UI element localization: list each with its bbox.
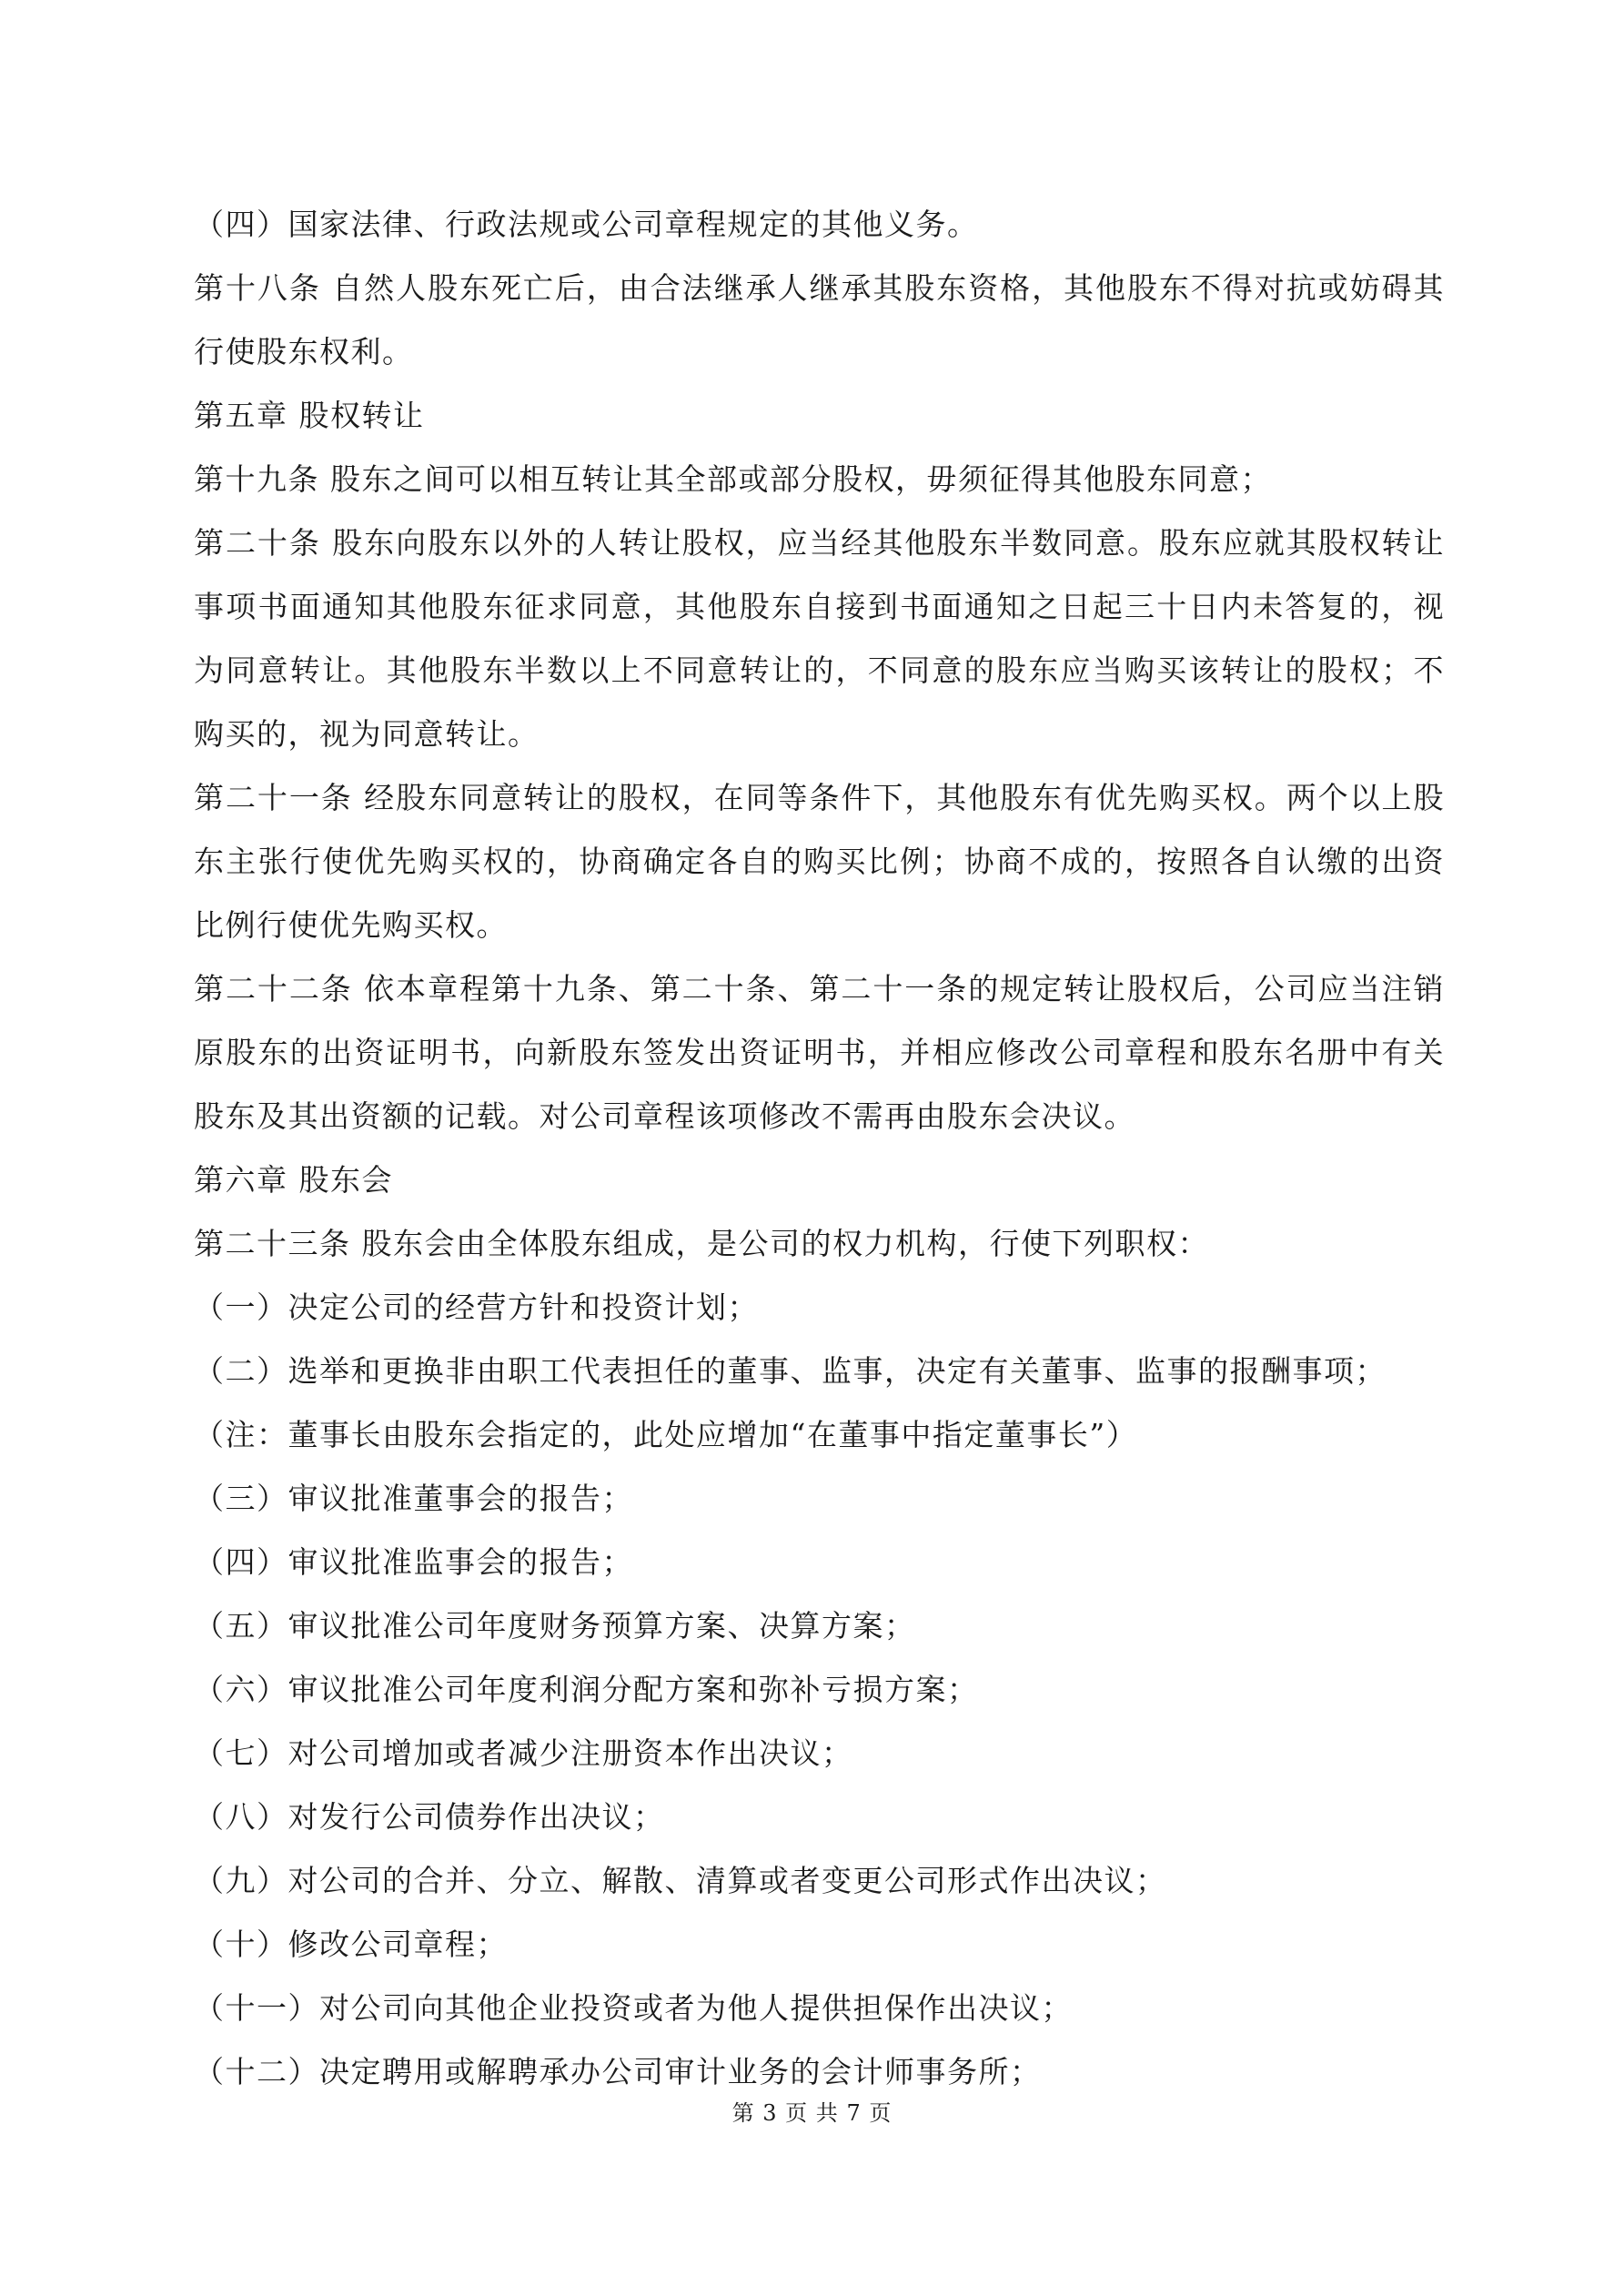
power-item-1: （一）决定公司的经营方针和投资计划； bbox=[194, 1290, 759, 1325]
article-21: 第二十一条 经股东同意转让的股权，在同等条件下，其他股东有优先购买权。两个以上股东主张行使优先购买权的，协商确定各自的购买比例；协商不成的，按照各自认缴的出资比例行使优先购买权。 bbox=[194, 780, 1445, 943]
power-item-2: （二）选举和更换非由职工代表担任的董事、监事，决定有关董事、监事的报酬事项； bbox=[194, 1353, 1387, 1389]
page-number-footer: 第 3 页 共 7 页 bbox=[731, 2100, 893, 2126]
chapter-6-heading: 第六章 股东会 bbox=[194, 1162, 393, 1198]
power-item-7: （七）对公司增加或者减少注册资本作出决议； bbox=[194, 1735, 853, 1771]
power-item-11: （十一）对公司向其他企业投资或者为他人提供担保作出决议； bbox=[194, 1990, 1073, 2026]
power-item-9: （九）对公司的合并、分立、解散、清算或者变更公司形式作出决议； bbox=[194, 1863, 1167, 1898]
document-body bbox=[194, 193, 1445, 2104]
article-22: 第二十二条 依本章程第十九条、第二十条、第二十一条的规定转让股权后，公司应当注销原股东的出资证明书，向新股东签发出资证明书，并相应修改公司章程和股东名册中有关股东及其出资额的记载。对公司章程该项修改不需再由股东会决议。 bbox=[194, 971, 1445, 1134]
article-23: 第二十三条 股东会由全体股东组成，是公司的权力机构，行使下列职权： bbox=[194, 1226, 1209, 1261]
article-20: 第二十条 股东向股东以外的人转让股权，应当经其他股东半数同意。股东应就其股权转让事项书面通知其他股东征求同意，其他股东自接到书面通知之日起三十日内未答复的，视为同意转让。其他股东半数以上不同意转让的，不同意的股东应当购买该转让的股权；不购买的，视为同意转让。 bbox=[194, 525, 1445, 752]
power-item-10: （十）修改公司章程； bbox=[194, 1927, 508, 1962]
power-item-4: （四）审议批准监事会的报告； bbox=[194, 1544, 633, 1580]
article-18: 第十八条 自然人股东死亡后，由合法继承人继承其股东资格，其他股东不得对抗或妨碍其行使股东权利。 bbox=[194, 270, 1445, 369]
power-note: （注：董事长由股东会指定的，此处应增加“在董事中指定董事长”） bbox=[194, 1417, 1138, 1452]
chapter-5-heading: 第五章 股权转让 bbox=[194, 398, 425, 433]
power-item-8: （八）对发行公司债券作出决议； bbox=[194, 1799, 665, 1835]
power-item-3: （三）审议批准董事会的报告； bbox=[194, 1481, 633, 1516]
power-item-6: （六）审议批准公司年度利润分配方案和弥补亏损方案； bbox=[194, 1672, 979, 1707]
power-item-12: （十二）决定聘用或解聘承办公司审计业务的会计师事务所； bbox=[194, 2054, 1042, 2089]
article-19: 第十九条 股东之间可以相互转让其全部或部分股权，毋须征得其他股东同意； bbox=[194, 461, 1272, 497]
power-item-5: （五）审议批准公司年度财务预算方案、决算方案； bbox=[194, 1608, 916, 1644]
item-four-obligations: （四）国家法律、行政法规或公司章程规定的其他义务。 bbox=[194, 207, 979, 242]
